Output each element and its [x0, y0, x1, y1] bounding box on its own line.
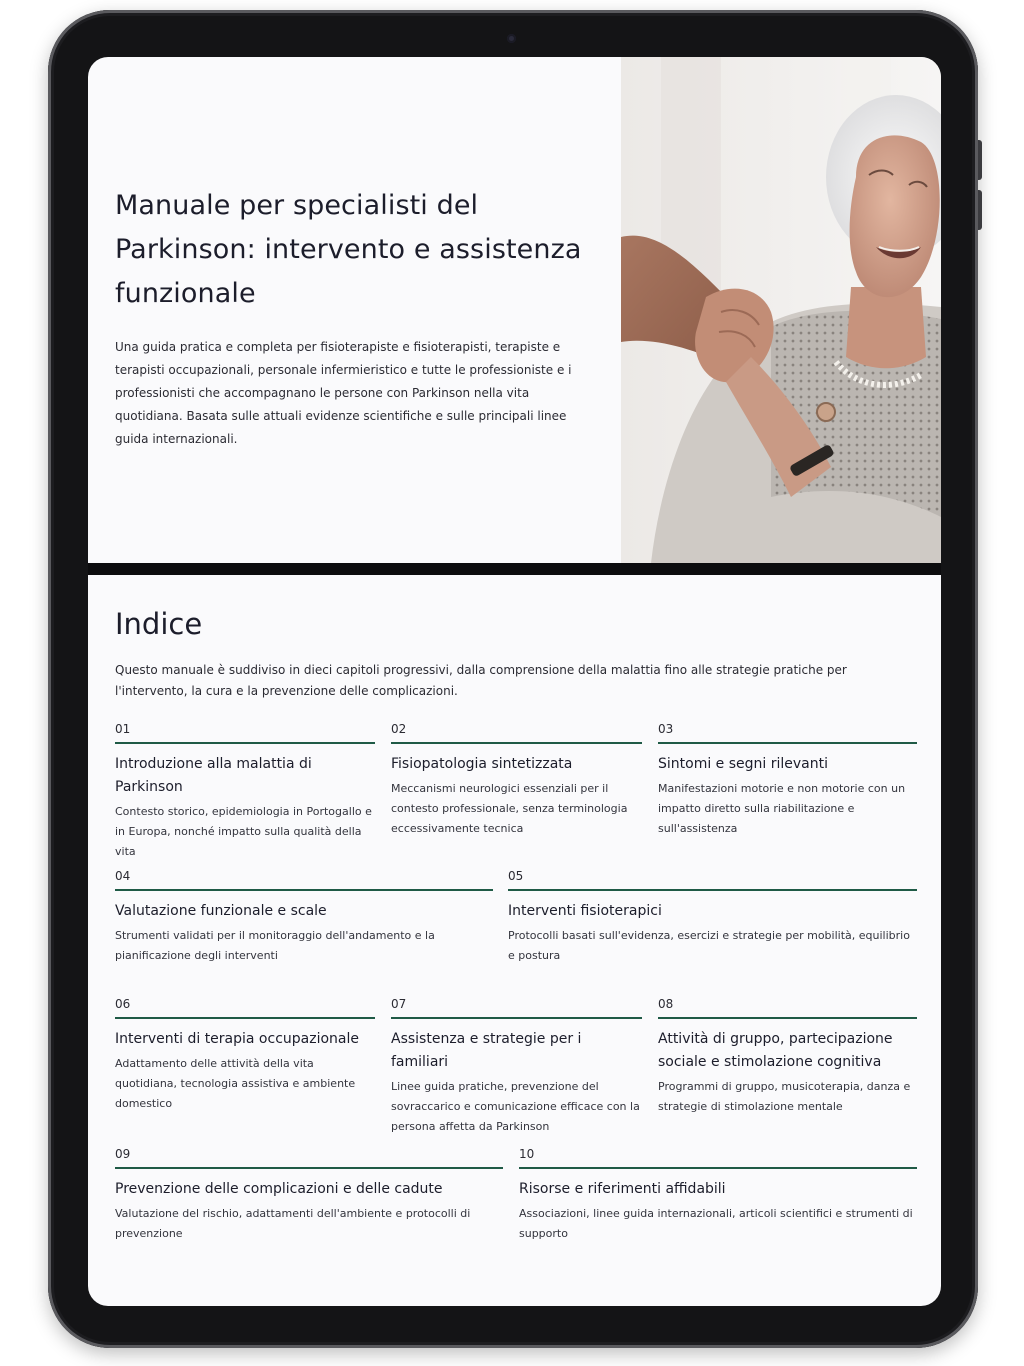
chapter-title: Introduzione alla malattia di Parkinson	[115, 756, 312, 795]
chapter-10[interactable]	[519, 1147, 917, 1244]
chapter-06[interactable]	[115, 997, 375, 1114]
chapter-divider	[391, 742, 642, 744]
chapter-number: 10	[519, 1147, 535, 1161]
chapter-number: 04	[115, 869, 131, 883]
chapter-number: 08	[658, 997, 674, 1011]
chapter-description: Strumenti validati per il monitoraggio dell'andamento e la pianificazione degli interventi	[115, 929, 435, 962]
chapter-title: Fisiopatologia sintetizzata	[391, 756, 573, 772]
chapter-description: Linee guida pratiche, prevenzione del sovraccarico e comunicazione efficace con la persona affetta da Parkinson	[391, 1080, 640, 1133]
hero-text-block	[115, 184, 595, 451]
hero-photo-elderly-woman-holding-hands	[621, 57, 941, 563]
chapter-title: Attività di gruppo, partecipazione sociale e stimolazione cognitiva	[658, 1031, 893, 1070]
chapter-title: Risorse e riferimenti affidabili	[519, 1181, 726, 1197]
hero-description: Una guida pratica e completa per fisioterapiste e fisioterapisti, terapiste e terapisti occupazionali, personale infermieristico e tutte le professioniste e i professionisti che accompagnano le persone con Parkinson nella vita quotidiana. Basata sulle attuali evidenze scientifiche e sulle principali linee guida internazionali.	[115, 340, 572, 446]
chapter-04[interactable]	[115, 869, 493, 966]
chapter-description: Adattamento delle attività della vita quotidiana, tecnologia assistiva e ambiente domestico	[115, 1057, 356, 1110]
volume-up-button	[978, 140, 982, 180]
chapter-title: Prevenzione delle complicazioni e delle cadute	[115, 1181, 443, 1197]
chapter-number: 03	[658, 722, 674, 736]
chapter-number: 06	[115, 997, 131, 1011]
page-title: Manuale per specialisti del Parkinson: intervento e assistenza funzionale	[115, 190, 582, 309]
chapter-02[interactable]	[391, 722, 642, 839]
chapter-01[interactable]	[115, 722, 375, 862]
chapter-05[interactable]	[508, 869, 917, 966]
chapter-07[interactable]	[391, 997, 642, 1137]
chapter-divider	[115, 1017, 375, 1019]
chapter-number: 01	[115, 722, 131, 736]
chapter-divider	[391, 1017, 642, 1019]
chapter-08[interactable]	[658, 997, 917, 1117]
chapter-divider	[115, 889, 493, 891]
hero-photo-illustration	[621, 57, 941, 563]
chapter-09[interactable]	[115, 1147, 503, 1244]
chapter-description: Valutazione del rischio, adattamenti dell'ambiente e protocolli di prevenzione	[115, 1207, 471, 1240]
chapter-title: Interventi di terapia occupazionale	[115, 1031, 359, 1047]
chapter-number: 05	[508, 869, 524, 883]
hero-section	[88, 57, 941, 563]
index-title: Indice	[115, 607, 203, 641]
chapter-03[interactable]	[658, 722, 917, 839]
chapter-number: 02	[391, 722, 407, 736]
chapter-description: Contesto storico, epidemiologia in Portogallo e in Europa, nonché impatto sulla qualità della vita	[115, 805, 372, 858]
chapter-divider	[115, 742, 375, 744]
index-intro: Questo manuale è suddiviso in dieci capitoli progressivi, dalla comprensione della malattia fino alle strategie pratiche per l'intervento, la cura e la prevenzione delle complicazioni.	[115, 663, 847, 698]
chapter-title: Sintomi e segni rilevanti	[658, 756, 829, 772]
tablet-screen	[88, 57, 941, 1306]
chapter-title: Valutazione funzionale e scale	[115, 903, 327, 919]
front-camera-icon	[507, 34, 516, 43]
volume-down-button	[978, 190, 982, 230]
chapter-description: Protocolli basati sull'evidenza, esercizi e strategie per mobilità, equilibrio e postura	[508, 929, 910, 962]
chapter-description: Manifestazioni motorie e non motorie con un impatto diretto sulla riabilitazione e sull'assistenza	[658, 782, 906, 835]
chapter-title: Assistenza e strategie per i familiari	[391, 1031, 582, 1070]
chapter-divider	[115, 1167, 503, 1169]
chapter-number: 09	[115, 1147, 131, 1161]
chapter-title: Interventi fisioterapici	[508, 903, 662, 919]
chapter-divider	[658, 742, 917, 744]
chapter-divider	[519, 1167, 917, 1169]
chapter-divider	[658, 1017, 917, 1019]
tablet-device-frame	[48, 10, 978, 1348]
chapter-number: 07	[391, 997, 407, 1011]
chapter-description: Associazioni, linee guida internazionali, articoli scientifici e strumenti di supporto	[519, 1207, 913, 1240]
chapter-description: Meccanismi neurologici essenziali per il contesto professionale, senza terminologia eccessivamente tecnica	[391, 782, 628, 835]
index-section	[88, 575, 941, 1306]
chapter-divider	[508, 889, 917, 891]
chapter-description: Programmi di gruppo, musicoterapia, danza e strategie di stimolazione mentale	[658, 1080, 911, 1113]
